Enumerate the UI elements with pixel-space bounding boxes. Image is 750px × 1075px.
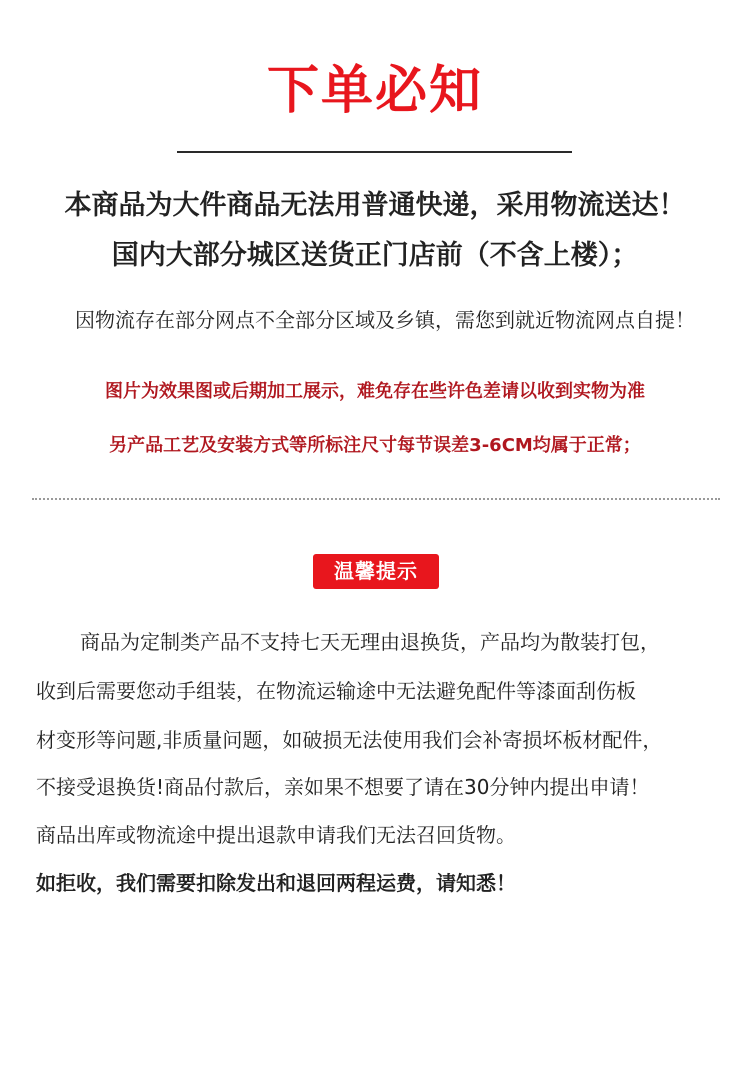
warm-tip-badge: 温馨提示 (313, 554, 439, 589)
tip-paragraph-line: 材变形等问题,非质量问题，如破损无法使用我们会补寄损坏板材配件， (36, 728, 663, 752)
shipping-notice-line-1: 本商品为大件商品无法用普通快递，采用物流送达！ (64, 190, 686, 221)
size-tolerance-disclaimer: 另产品工艺及安装方式等所标注尺寸每节误差3-6CM均属于正常； (109, 435, 641, 456)
tip-paragraph-line: 不接受退换货!商品付款后，亲如果不想要了请在30分钟内提出申请！ (36, 775, 650, 799)
page-title: 下单必知 (266, 61, 483, 121)
shipping-notice-line-2: 国内大部分城区送货正门店前（不含上楼）； (111, 240, 639, 271)
tip-paragraph-line: 商品为定制类产品不支持七天无理由退换货，产品均为散装打包， (80, 630, 660, 654)
pickup-notice: 因物流存在部分网点不全部分区域及乡镇，需您到就近物流网点自提！ (75, 308, 695, 332)
refusal-freight-notice: 如拒收，我们需要扣除发出和退回两程运费，请知悉！ (36, 871, 516, 895)
dotted-divider (32, 498, 720, 500)
title-underline (177, 151, 572, 153)
color-disclaimer: 图片为效果图或后期加工展示，难免存在些许色差请以收到实物为准 (105, 381, 645, 402)
tip-paragraph-line: 收到后需要您动手组装，在物流运输途中无法避免配件等漆面刮伤板 (36, 679, 636, 703)
tip-paragraph-line: 商品出库或物流途中提出退款申请我们无法召回货物。 (36, 823, 516, 847)
